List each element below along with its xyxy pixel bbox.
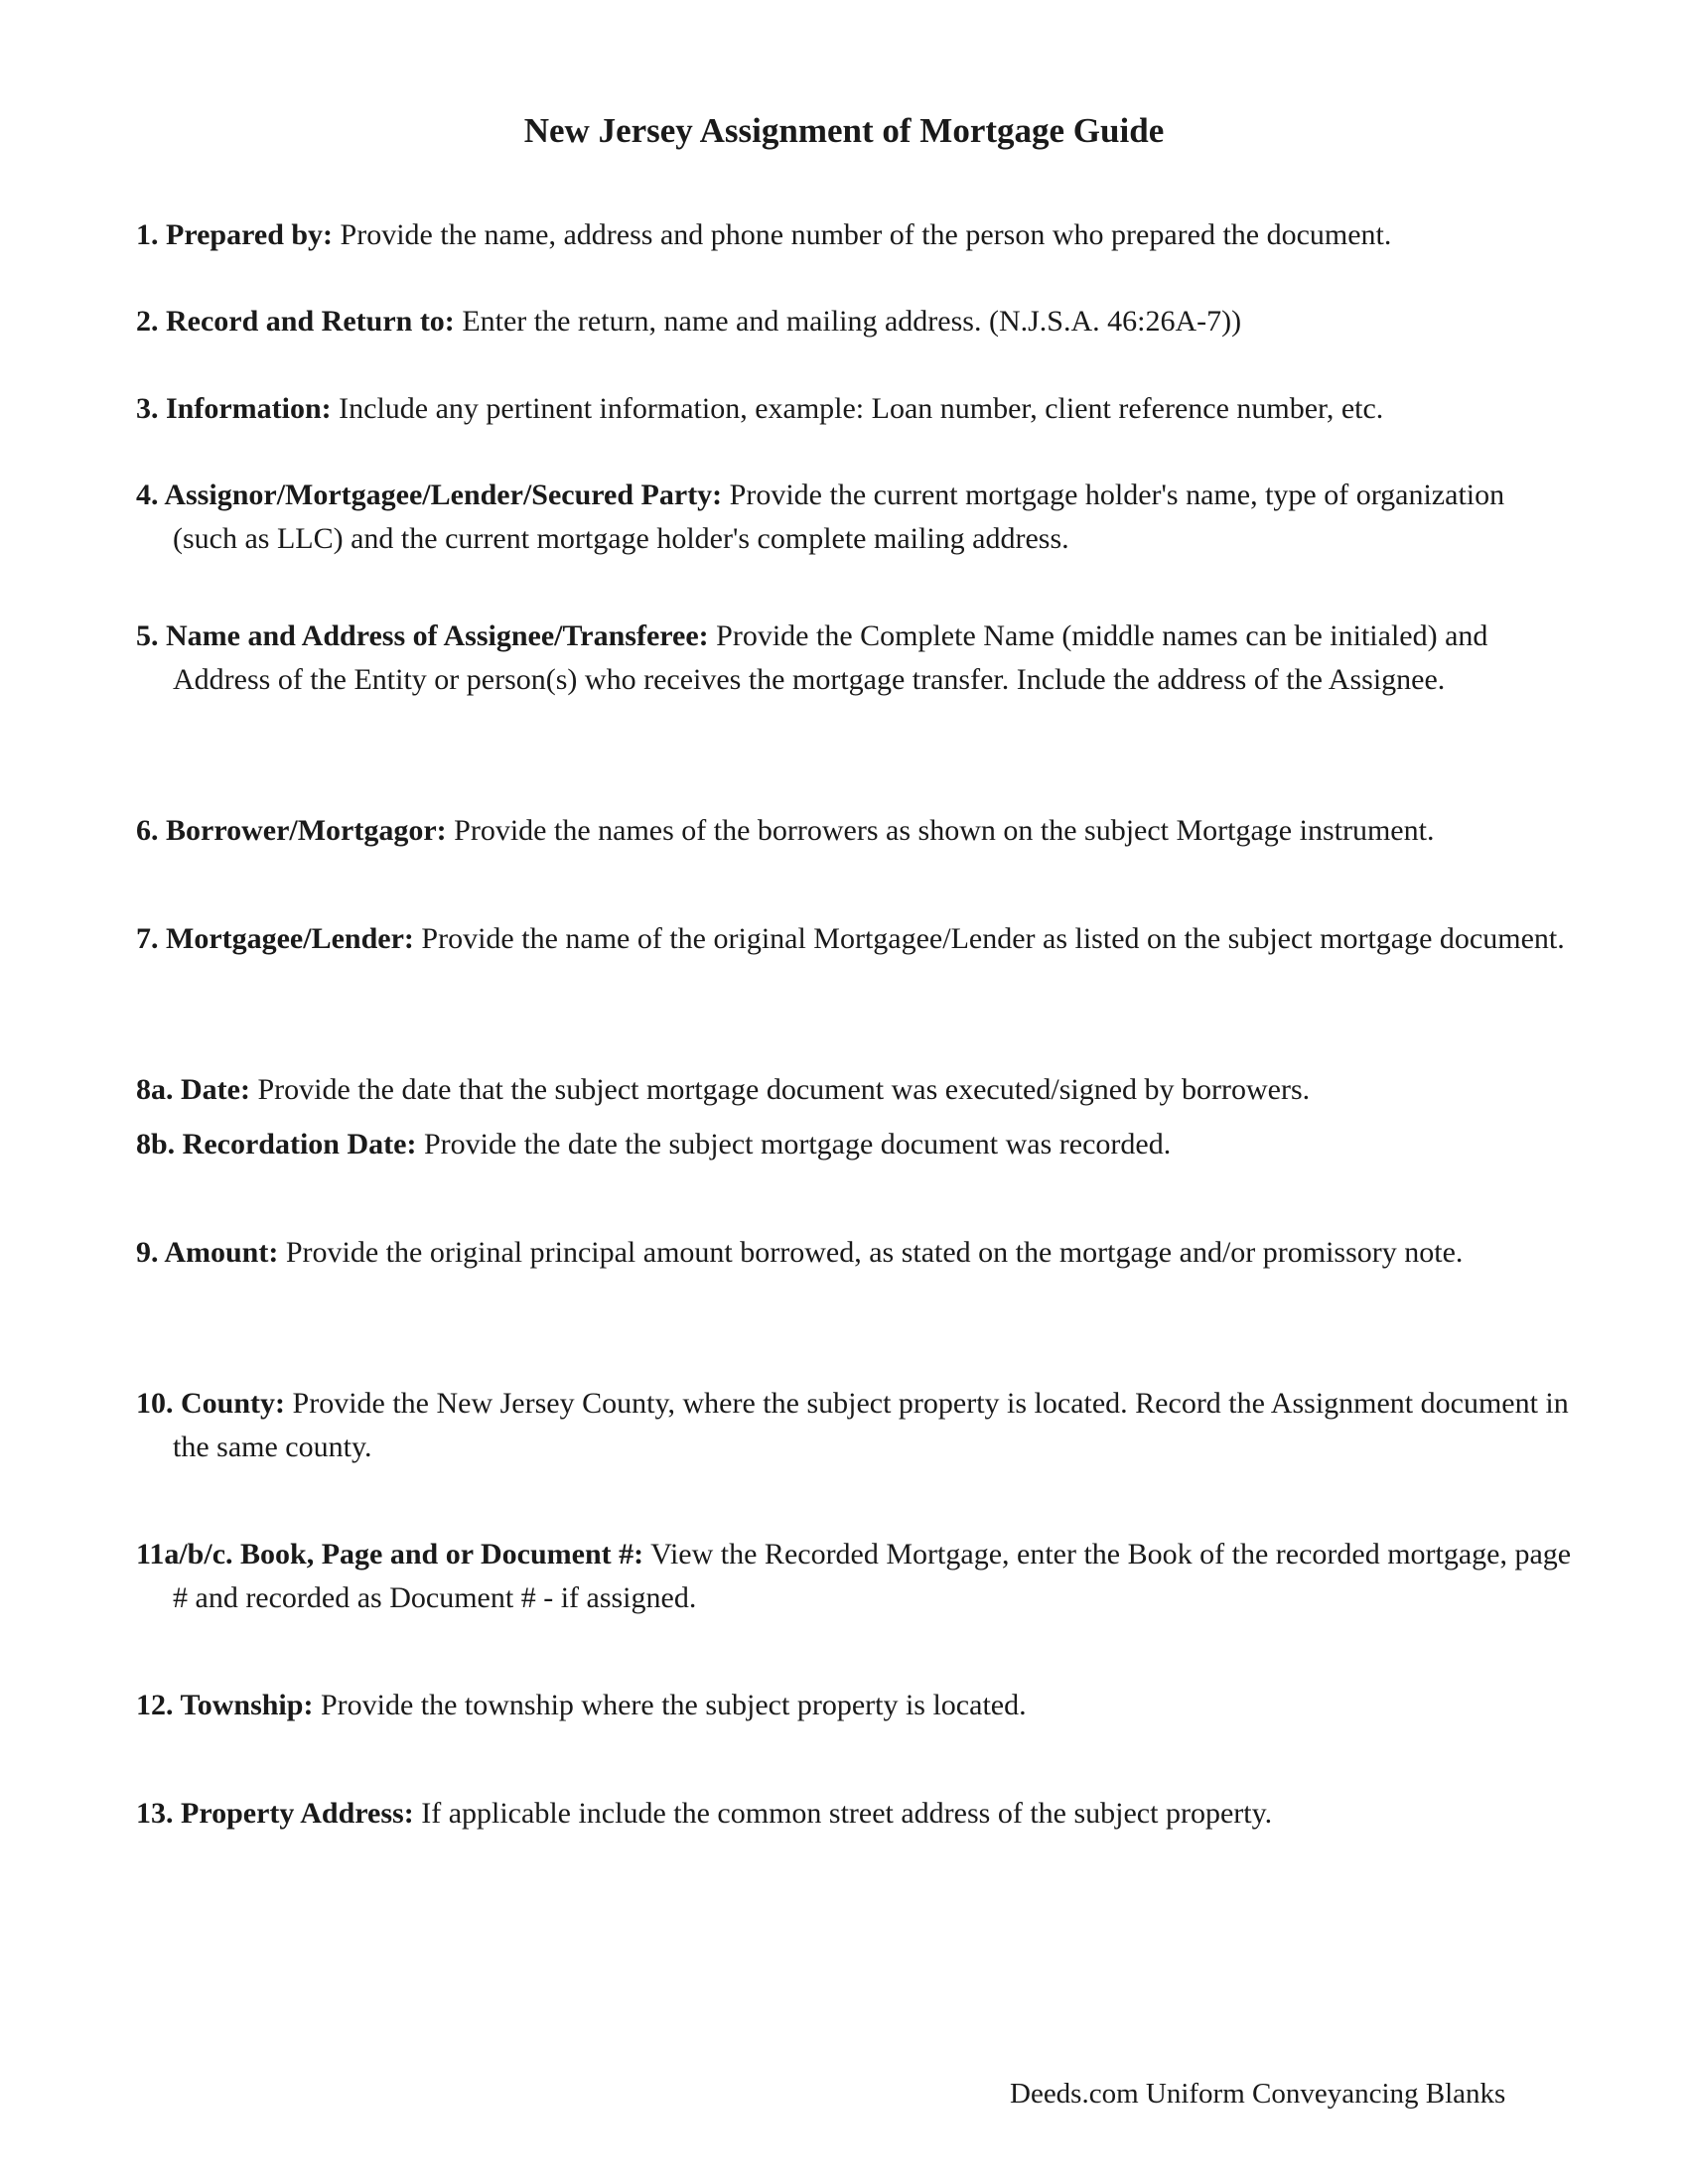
guide-item-mortgagee [136,917,1576,961]
item-label: 3. Information: [136,392,332,425]
item-text: Include any pertinent information, example: Loan number, client reference number, etc. [331,392,1384,425]
guide-item-prepared-by [136,213,1576,257]
item-label: 12. Township: [136,1689,314,1721]
guide-item-assignee [136,614,1576,702]
item-label: 13. Property Address: [136,1797,414,1830]
guide-item-recordation-date [136,1123,1576,1166]
item-text: Provide the name, address and phone number of the person who prepared the document. [333,218,1392,251]
item-label: 8b. Recordation Date: [136,1128,417,1160]
item-label: 10. County: [136,1387,286,1420]
item-label: 6. Borrower/Mortgagor: [136,814,447,847]
item-text: If applicable include the common street address of the subject property. [413,1797,1273,1830]
item-text: Provide the current mortgage holder's name, type of organization (such as LLC) and the current mortgage holder's complete mailing address. [173,478,1505,555]
item-text: Provide the name of the original Mortgagee/Lender as listed on the subject mortgage document. [413,922,1565,955]
item-text: View the Recorded Mortgage, enter the Book of the recorded mortgage, page # and recorded as Document # - if assigned. [173,1538,1572,1614]
page-title: New Jersey Assignment of Mortgage Guide [523,111,1165,150]
guide-item-property-address [136,1792,1576,1836]
item-label: 1. Prepared by: [136,218,334,251]
guide-item-date [136,1068,1576,1112]
guide-item-book-page [136,1533,1576,1620]
item-text: Provide the original principal amount borrowed, as stated on the mortgage and/or promissory note. [278,1236,1464,1269]
item-text: Provide the date that the subject mortgage document was executed/signed by borrowers. [249,1073,1311,1106]
item-text: Provide the New Jersey County, where the subject property is located. Record the Assignment document in the same county. [173,1387,1569,1463]
item-text: Provide the Complete Name (middle names can be initialed) and Address of the Entity or person(s) who receives the mortgage transfer. Include the address of the Assignee. [173,619,1488,696]
item-label: 7. Mortgagee/Lender: [136,922,414,955]
item-label: 2. Record and Return to: [136,305,455,338]
guide-item-information [136,387,1576,431]
item-text: Enter the return, name and mailing address. (N.J.S.A. 46:26A-7)) [454,305,1242,338]
item-text: Provide the date the subject mortgage document was recorded. [416,1128,1172,1160]
guide-item-township [136,1684,1576,1727]
guide-item-amount [136,1231,1576,1275]
guide-item-record-and-return [136,300,1576,343]
guide-item-county [136,1382,1576,1469]
item-label: 11a/b/c. Book, Page and or Document #: [136,1538,644,1570]
item-label: 4. Assignor/Mortgagee/Lender/Secured Party: [136,478,723,511]
item-label: 9. Amount: [136,1236,279,1269]
page-footer: Deeds.com Uniform Conveyancing Blanks [1010,2078,1506,2110]
guide-item-assignor [136,474,1576,561]
item-text: Provide the township where the subject property is located. [313,1689,1027,1721]
item-label: 5. Name and Address of Assignee/Transferee: [136,619,709,652]
item-text: Provide the names of the borrowers as shown on the subject Mortgage instrument. [446,814,1435,847]
guide-item-borrower [136,809,1576,853]
item-label: 8a. Date: [136,1073,250,1106]
